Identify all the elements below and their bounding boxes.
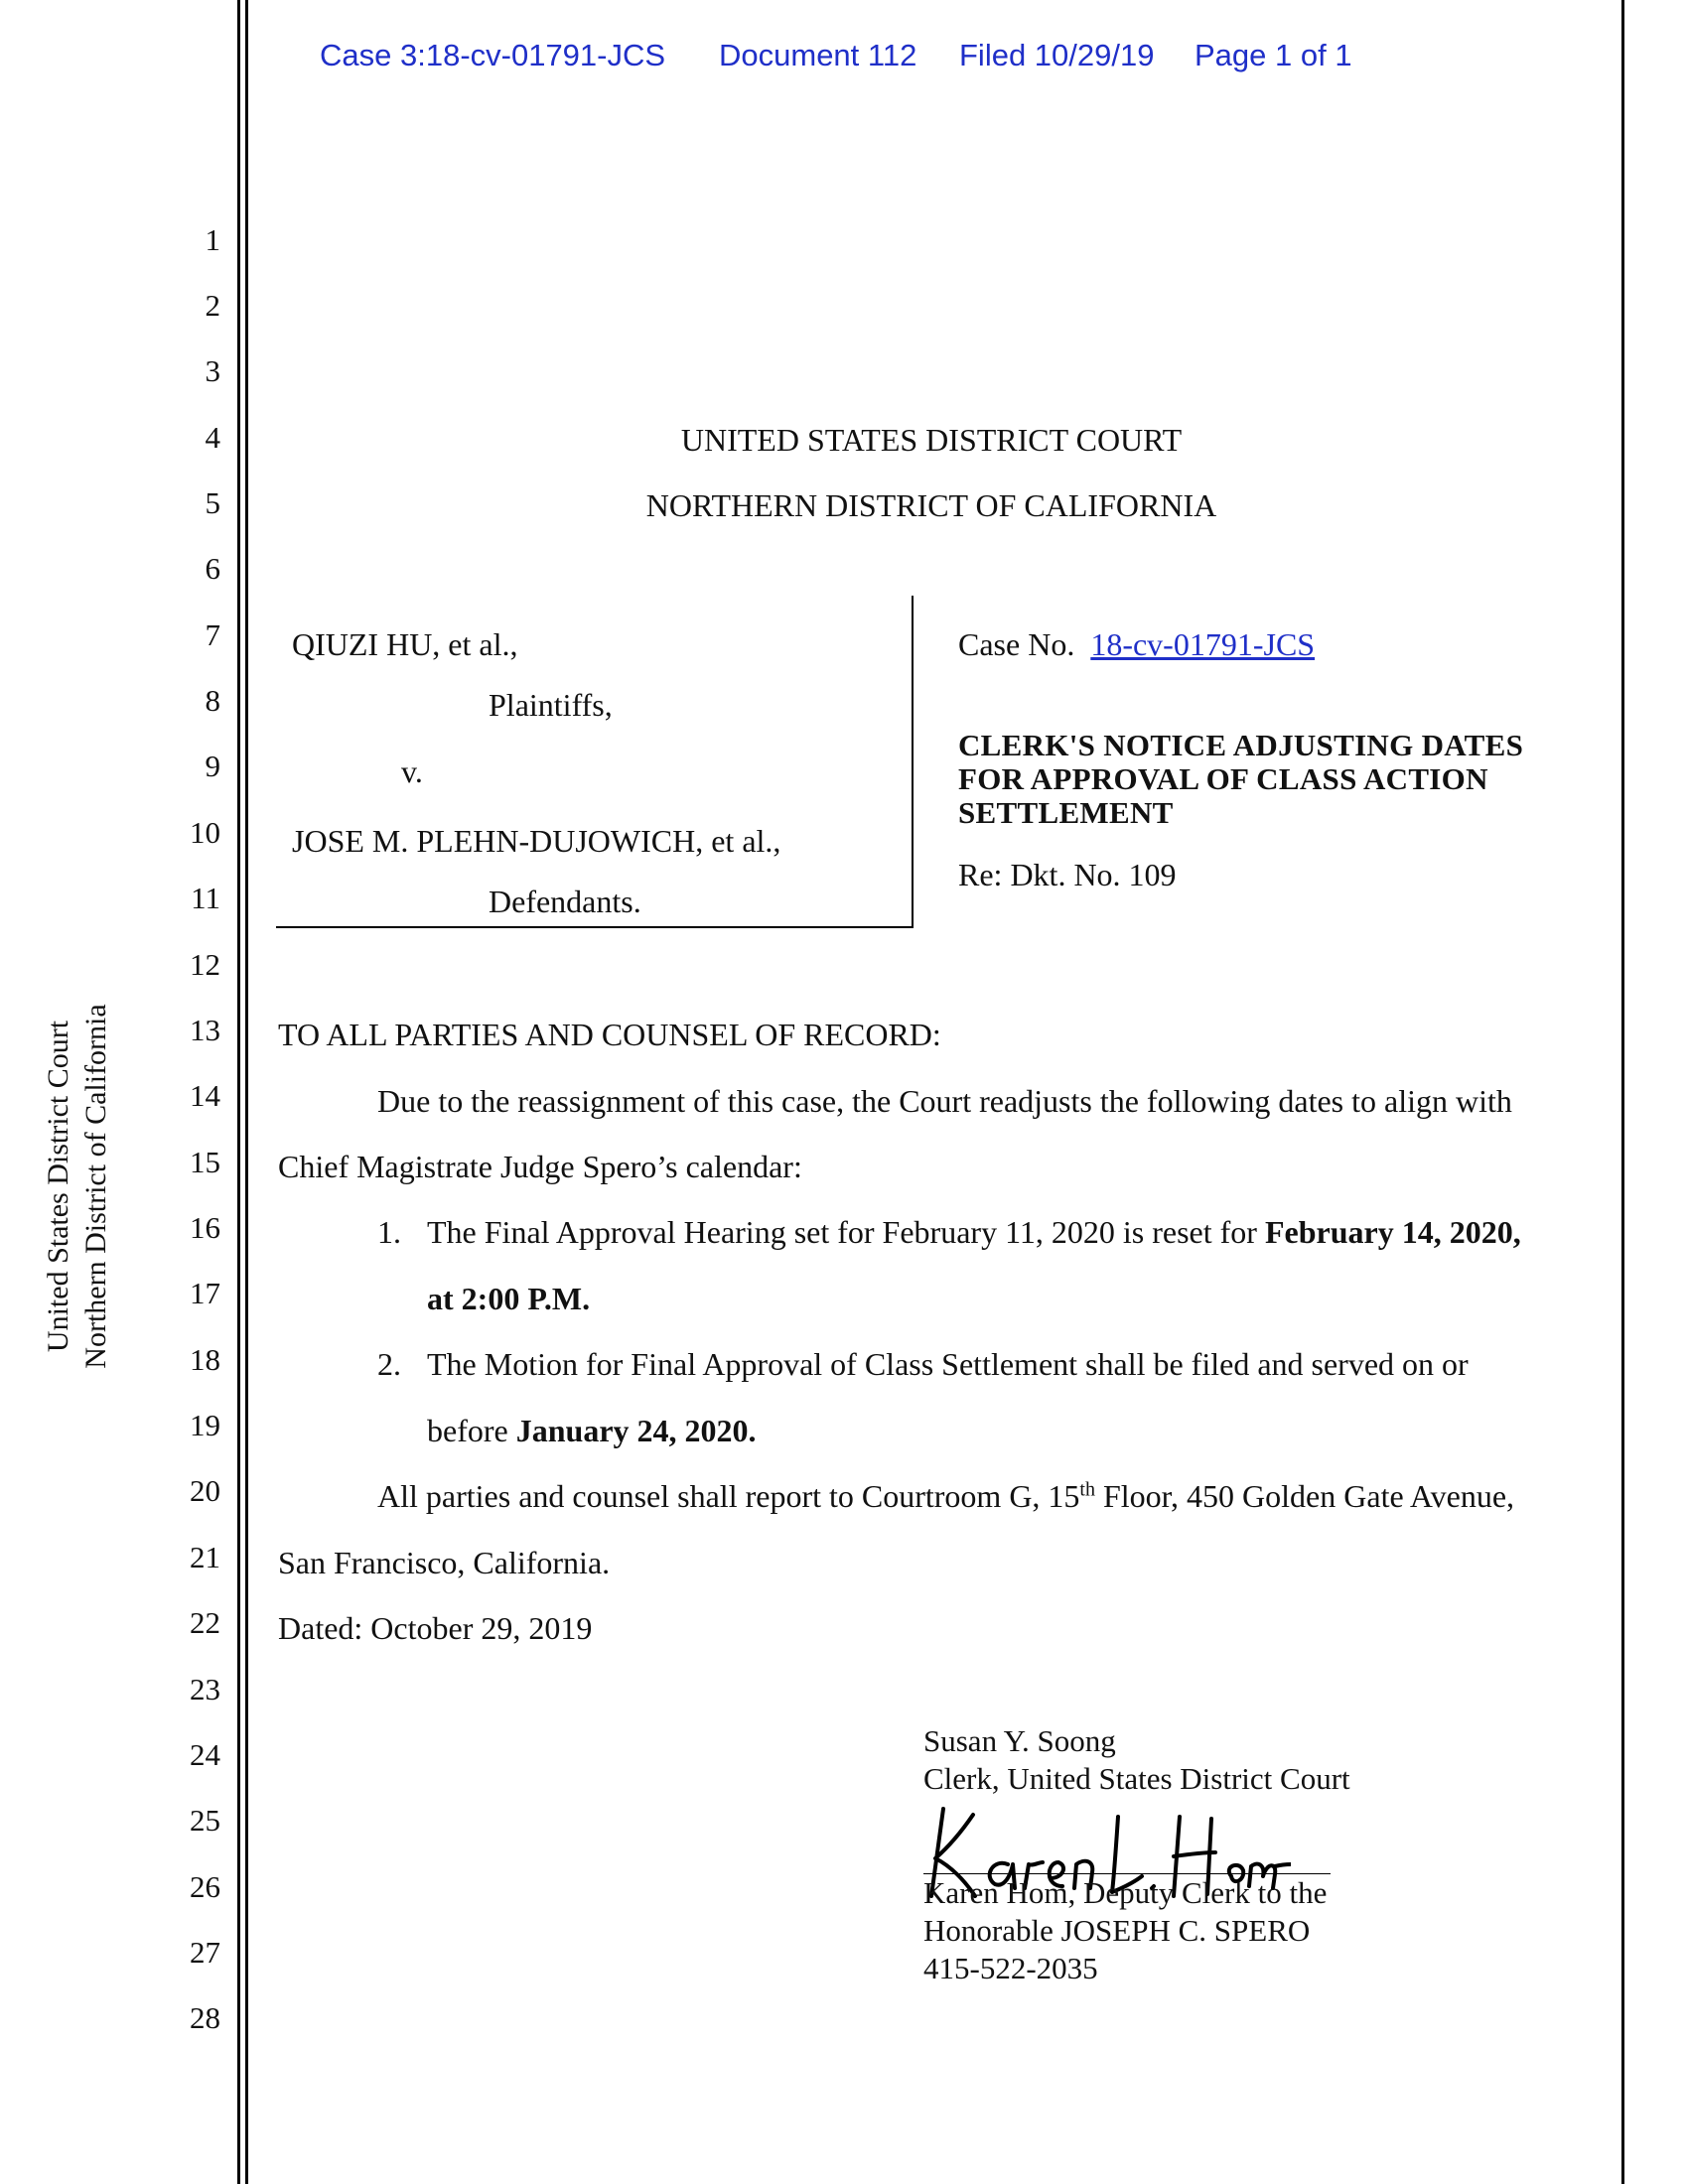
line-number: 6 — [205, 551, 220, 586]
case-number-label: Case No. — [958, 626, 1075, 662]
notice-title — [958, 729, 1574, 830]
report-post: Floor, 450 Golden Gate Avenue, — [1094, 1478, 1515, 1514]
report-superscript: th — [1079, 1478, 1095, 1501]
line-number: 1 — [205, 222, 220, 257]
report-paragraph-line: San Francisco, California. — [278, 1545, 611, 1580]
new-hearing-time: at 2:00 P.M. — [427, 1281, 591, 1316]
salutation: TO ALL PARTIES AND COUNSEL OF RECORD: — [278, 1017, 941, 1052]
line-number: 28 — [190, 2000, 220, 2035]
header-document-number: Document 112 — [719, 38, 917, 72]
court-side-label — [40, 829, 115, 1544]
intro-paragraph-line: Due to the reassignment of this case, the Court readjusts the following dates to align with — [377, 1083, 1512, 1119]
list-item-2-continued — [427, 1412, 757, 1449]
line-number: 18 — [190, 1342, 220, 1377]
clerk-title: Clerk, United States District Court — [923, 1761, 1350, 1796]
list-item-1 — [427, 1213, 1521, 1251]
line-number: 26 — [190, 1869, 220, 1904]
versus: v. — [401, 753, 423, 789]
line-number: 15 — [190, 1145, 220, 1179]
phone-number: 415-522-2035 — [923, 1951, 1098, 1985]
list-item-number: 2. — [377, 1346, 401, 1382]
plaintiffs-role: Plaintiffs, — [489, 687, 613, 723]
header-filed-date: Filed 10/29/19 — [959, 38, 1155, 72]
line-number: 23 — [190, 1672, 220, 1706]
line-number: 2 — [205, 288, 220, 323]
case-number-link[interactable]: 18-cv-01791-JCS — [1090, 626, 1316, 662]
line-number: 27 — [190, 1935, 220, 1970]
line-number: 3 — [205, 353, 220, 388]
line-number: 10 — [190, 815, 220, 850]
defendants-role: Defendants. — [489, 884, 641, 919]
deputy-clerk: Karen Hom, Deputy Clerk to the — [923, 1875, 1328, 1910]
case-number-line — [958, 625, 1315, 663]
dated-line: Dated: October 29, 2019 — [278, 1610, 593, 1646]
list-item-2-text: The Motion for Final Approval of Class Settlement shall be filed and served on or — [427, 1346, 1469, 1382]
line-number: 4 — [205, 420, 220, 455]
clerk-name: Susan Y. Soong — [923, 1723, 1116, 1758]
plaintiffs-name: QIUZI HU, et al., — [292, 626, 518, 662]
list-item-1-text: The Final Approval Hearing set for February 11, 2020 is reset for — [427, 1214, 1265, 1250]
line-number: 16 — [190, 1210, 220, 1245]
notice-title-line: SETTLEMENT — [958, 795, 1174, 830]
motion-deadline: January 24, 2020. — [515, 1413, 757, 1448]
docket-reference: Re: Dkt. No. 109 — [958, 857, 1177, 892]
notice-title-line: CLERK'S NOTICE ADJUSTING DATES — [958, 728, 1524, 762]
list-item-2-pre: before — [427, 1413, 516, 1448]
list-item-number: 1. — [377, 1214, 401, 1250]
left-margin-rule-inner — [245, 0, 248, 2184]
line-number: 25 — [190, 1803, 220, 1838]
header-case-number: Case 3:18-cv-01791-JCS — [320, 38, 666, 72]
line-number: 19 — [190, 1408, 220, 1442]
defendants-name: JOSE M. PLEHN-DUJOWICH, et al., — [292, 823, 781, 859]
new-hearing-date: February 14, 2020, — [1264, 1214, 1521, 1250]
line-number: 20 — [190, 1473, 220, 1508]
court-district: NORTHERN DISTRICT OF CALIFORNIA — [645, 487, 1217, 523]
line-number: 9 — [205, 749, 220, 783]
line-number: 8 — [205, 683, 220, 718]
line-number: 11 — [191, 881, 220, 915]
court-name: UNITED STATES DISTRICT COURT — [680, 422, 1183, 458]
line-number: 17 — [190, 1276, 220, 1310]
judge-name: Honorable JOSEPH C. SPERO — [923, 1913, 1311, 1948]
line-number: 5 — [205, 485, 220, 520]
header-page-count: Page 1 of 1 — [1195, 38, 1352, 72]
line-number: 13 — [190, 1013, 220, 1047]
left-margin-rule-outer — [237, 0, 240, 2184]
side-label-court: United States District Court — [42, 1020, 74, 1353]
line-number: 21 — [190, 1540, 220, 1574]
line-number: 14 — [190, 1078, 220, 1113]
line-number: 24 — [190, 1737, 220, 1772]
intro-paragraph-line: Chief Magistrate Judge Spero’s calendar: — [278, 1149, 802, 1184]
notice-title-line: FOR APPROVAL OF CLASS ACTION — [958, 761, 1488, 796]
line-number: 12 — [190, 947, 220, 982]
line-number: 22 — [190, 1605, 220, 1640]
report-pre: All parties and counsel shall report to Courtroom G, 15 — [377, 1478, 1080, 1514]
line-number: 7 — [205, 617, 220, 652]
side-label-district: Northern District of California — [79, 1004, 112, 1369]
report-paragraph-line — [377, 1477, 1514, 1515]
right-margin-rule — [1621, 0, 1624, 2184]
